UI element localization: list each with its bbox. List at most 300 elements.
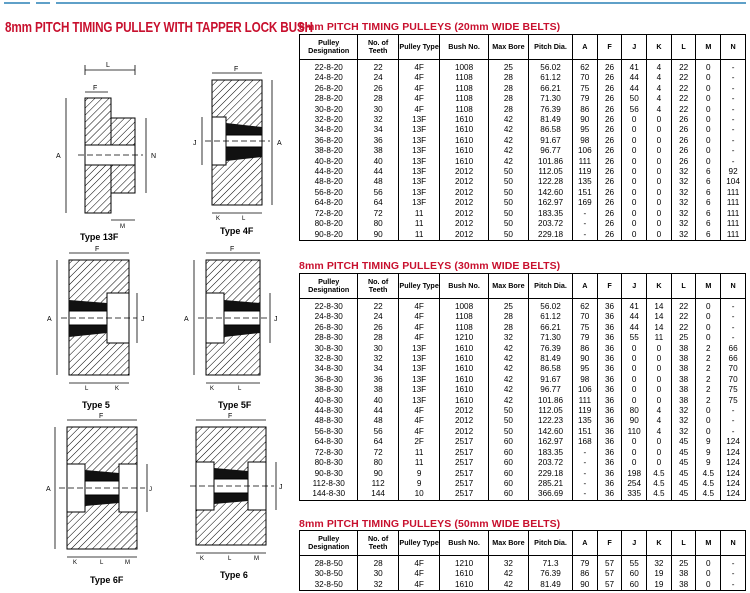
cell-type: 9 (398, 479, 440, 489)
table-row (300, 354, 746, 364)
column-header-teeth: No. of Teeth (358, 274, 398, 299)
cell-f: 36 (597, 489, 622, 500)
cell-l: 38 (671, 385, 696, 395)
label-l: L (85, 386, 89, 392)
cell-teeth: 30 (358, 569, 398, 579)
column-header-k: K (647, 531, 672, 556)
cell-designation: 38-8-20 (300, 146, 358, 156)
cell-j: 60 (622, 580, 647, 591)
cell-bush: 2517 (440, 469, 488, 479)
cell-teeth: 26 (358, 323, 398, 333)
cell-a: 86 (572, 344, 597, 354)
cell-teeth: 80 (358, 219, 398, 229)
cell-max-bore: 50 (488, 198, 528, 208)
label-l: L (106, 62, 110, 69)
table-row (300, 188, 746, 198)
label-a: A (46, 486, 51, 493)
cell-m: 2 (696, 385, 721, 395)
label-l: L (228, 556, 232, 562)
cell-max-bore: 32 (488, 556, 528, 570)
cell-bush: 2012 (440, 230, 488, 241)
cell-pitch-dia: 285.21 (529, 479, 573, 489)
cell-f: 57 (597, 580, 622, 591)
cell-bush: 1610 (440, 146, 488, 156)
cell-max-bore: 42 (488, 385, 528, 395)
cell-n: - (721, 84, 746, 94)
cell-designation: 26-8-30 (300, 323, 358, 333)
cell-l: 22 (671, 60, 696, 74)
cell-designation: 80-8-30 (300, 458, 358, 468)
cell-j: 0 (622, 219, 647, 229)
cell-bush: 1008 (440, 299, 488, 313)
cell-m: 4.5 (696, 479, 721, 489)
cell-m: 0 (696, 146, 721, 156)
cell-type: 4F (398, 580, 440, 591)
label-k: K (73, 560, 78, 566)
cell-max-bore: 28 (488, 105, 528, 115)
page-title: 8mm PITCH TIMING PULLEY WITH TAPPER LOCK BUSH (5, 19, 313, 36)
cell-type: 4F (398, 84, 440, 94)
cell-j: 0 (622, 188, 647, 198)
cell-a: 106 (572, 385, 597, 395)
cell-a: 70 (572, 73, 597, 83)
cell-l: 32 (671, 209, 696, 219)
cell-designation: 80-8-20 (300, 219, 358, 229)
cell-f: 36 (597, 458, 622, 468)
cell-k: 0 (647, 209, 672, 219)
header-row (300, 274, 746, 299)
cell-max-bore: 28 (488, 94, 528, 104)
label-j: J (141, 316, 145, 323)
cell-m: 6 (696, 219, 721, 229)
cell-a: 135 (572, 416, 597, 426)
table-row (300, 167, 746, 177)
cell-k: 14 (647, 323, 672, 333)
cell-pitch-dia: 56.02 (529, 299, 573, 313)
cell-j: 0 (622, 385, 647, 395)
cell-type: 4F (398, 94, 440, 104)
cell-f: 36 (597, 354, 622, 364)
label-f: F (230, 246, 235, 253)
cell-pitch-dia: 203.72 (529, 458, 573, 468)
column-header-bush: Bush No. (440, 531, 488, 556)
cell-bush: 2012 (440, 406, 488, 416)
diagram-type-13f (48, 60, 168, 235)
caption-type-6f: Type 6F (90, 575, 124, 585)
cell-type: 13F (398, 198, 440, 208)
column-header-l: L (671, 531, 696, 556)
column-header-n: N (721, 35, 746, 60)
cell-pitch-dia: 76.39 (529, 344, 573, 354)
cell-m: 6 (696, 198, 721, 208)
column-header-pitch-dia: Pitch Dia. (529, 35, 573, 60)
cell-l: 45 (671, 489, 696, 500)
cell-type: 13F (398, 125, 440, 135)
cell-pitch-dia: 142.60 (529, 427, 573, 437)
table-row (300, 157, 746, 167)
cell-type: 13F (398, 354, 440, 364)
cell-l: 26 (671, 136, 696, 146)
label-m: M (120, 224, 125, 230)
cell-teeth: 64 (358, 437, 398, 447)
cell-teeth: 44 (358, 167, 398, 177)
cell-designation: 40-8-30 (300, 396, 358, 406)
table-row (300, 333, 746, 343)
cell-a: 62 (572, 60, 597, 74)
cell-k: 0 (647, 198, 672, 208)
cell-a: 95 (572, 125, 597, 135)
table-row (300, 84, 746, 94)
cell-designation: 32-8-30 (300, 354, 358, 364)
cell-a: 79 (572, 94, 597, 104)
cell-l: 32 (671, 219, 696, 229)
table-row (300, 385, 746, 395)
cell-f: 36 (597, 416, 622, 426)
cell-k: 0 (647, 115, 672, 125)
cell-bush: 1108 (440, 73, 488, 83)
cell-max-bore: 42 (488, 354, 528, 364)
cell-l: 22 (671, 299, 696, 313)
cell-m: 0 (696, 406, 721, 416)
cell-teeth: 32 (358, 115, 398, 125)
column-header-type: Pulley Type (398, 35, 440, 60)
cell-teeth: 34 (358, 364, 398, 374)
cell-m: 9 (696, 437, 721, 447)
column-header-m: M (696, 274, 721, 299)
cell-l: 38 (671, 354, 696, 364)
label-f: F (95, 246, 100, 253)
table-row (300, 60, 746, 74)
cell-type: 11 (398, 230, 440, 241)
cell-k: 4 (647, 416, 672, 426)
table-row (300, 146, 746, 156)
cell-f: 26 (597, 125, 622, 135)
cell-type: 13F (398, 167, 440, 177)
cell-type: 4F (398, 416, 440, 426)
column-header-n: N (721, 274, 746, 299)
cell-a: - (572, 458, 597, 468)
cell-teeth: 28 (358, 94, 398, 104)
cell-l: 32 (671, 177, 696, 187)
cell-type: 4F (398, 556, 440, 570)
cell-type: 4F (398, 427, 440, 437)
cell-k: 4.5 (647, 489, 672, 500)
cell-n: 70 (721, 364, 746, 374)
cell-l: 26 (671, 125, 696, 135)
cell-k: 0 (647, 437, 672, 447)
cell-l: 45 (671, 437, 696, 447)
cell-l: 22 (671, 73, 696, 83)
cell-n: - (721, 105, 746, 115)
cell-k: 0 (647, 177, 672, 187)
cell-n: 124 (721, 458, 746, 468)
cell-bush: 1610 (440, 344, 488, 354)
cell-teeth: 34 (358, 125, 398, 135)
cell-pitch-dia: 229.18 (529, 230, 573, 241)
cell-j: 0 (622, 437, 647, 447)
cell-type: 13F (398, 375, 440, 385)
cell-teeth: 90 (358, 230, 398, 241)
cell-f: 26 (597, 188, 622, 198)
column-header-bush: Bush No. (440, 35, 488, 60)
cell-j: 44 (622, 323, 647, 333)
cell-l: 32 (671, 167, 696, 177)
cell-n: - (721, 416, 746, 426)
cell-pitch-dia: 122.28 (529, 177, 573, 187)
spec-table-50mm (299, 530, 746, 591)
cell-teeth: 24 (358, 312, 398, 322)
cell-pitch-dia: 101.86 (529, 396, 573, 406)
cell-f: 36 (597, 333, 622, 343)
column-header-a: A (572, 531, 597, 556)
cell-bush: 1610 (440, 125, 488, 135)
label-l: L (242, 216, 246, 222)
cell-a: 95 (572, 364, 597, 374)
cell-l: 26 (671, 157, 696, 167)
cell-m: 0 (696, 60, 721, 74)
cell-n: - (721, 427, 746, 437)
label-a: A (184, 316, 189, 323)
table-row (300, 489, 746, 500)
cell-max-bore: 60 (488, 489, 528, 500)
cell-m: 4.5 (696, 489, 721, 500)
column-header-a: A (572, 274, 597, 299)
cell-m: 0 (696, 416, 721, 426)
cell-n: 104 (721, 177, 746, 187)
cell-l: 38 (671, 580, 696, 591)
cell-f: 36 (597, 469, 622, 479)
cell-j: 44 (622, 73, 647, 83)
cell-k: 0 (647, 230, 672, 241)
cell-n: - (721, 136, 746, 146)
cell-f: 36 (597, 406, 622, 416)
cell-m: 0 (696, 299, 721, 313)
cell-j: 0 (622, 396, 647, 406)
cell-k: 0 (647, 219, 672, 229)
column-header-max-bore: Max Bore (488, 531, 528, 556)
cell-teeth: 32 (358, 354, 398, 364)
cell-f: 36 (597, 364, 622, 374)
cell-f: 36 (597, 437, 622, 447)
cell-m: 6 (696, 167, 721, 177)
table-row (300, 105, 746, 115)
cell-a: 98 (572, 375, 597, 385)
spec-table-30mm (299, 273, 746, 501)
cell-pitch-dia: 112.05 (529, 167, 573, 177)
cell-type: 13F (398, 385, 440, 395)
cell-designation: 34-8-30 (300, 364, 358, 374)
cell-a: - (572, 479, 597, 489)
cell-j: 0 (622, 157, 647, 167)
table-row (300, 458, 746, 468)
cell-l: 22 (671, 94, 696, 104)
table-row (300, 198, 746, 208)
label-k: K (210, 386, 215, 392)
table-row (300, 136, 746, 146)
cell-a: 119 (572, 406, 597, 416)
cell-bush: 1610 (440, 115, 488, 125)
cell-n: 124 (721, 479, 746, 489)
cell-j: 0 (622, 115, 647, 125)
cell-max-bore: 50 (488, 219, 528, 229)
cell-type: 13F (398, 136, 440, 146)
cell-f: 36 (597, 479, 622, 489)
cell-bush: 1610 (440, 354, 488, 364)
table-row (300, 344, 746, 354)
cell-l: 26 (671, 146, 696, 156)
cell-max-bore: 50 (488, 406, 528, 416)
table-row (300, 416, 746, 426)
cell-designation: 22-8-20 (300, 60, 358, 74)
cell-m: 4.5 (696, 469, 721, 479)
cell-type: 4F (398, 60, 440, 74)
cell-f: 36 (597, 427, 622, 437)
cell-l: 38 (671, 569, 696, 579)
spec-table-20mm (299, 34, 746, 241)
header-row (300, 531, 746, 556)
label-f: F (99, 413, 104, 420)
cell-m: 2 (696, 396, 721, 406)
cell-k: 4 (647, 60, 672, 74)
cell-n: - (721, 323, 746, 333)
cell-m: 2 (696, 354, 721, 364)
cell-n: - (721, 569, 746, 579)
cell-l: 25 (671, 556, 696, 570)
cell-m: 0 (696, 84, 721, 94)
column-header-l: L (671, 274, 696, 299)
column-header-type: Pulley Type (398, 531, 440, 556)
table-row (300, 448, 746, 458)
cell-n: - (721, 312, 746, 322)
cell-designation: 48-8-20 (300, 177, 358, 187)
label-n: N (151, 153, 157, 160)
cell-k: 19 (647, 580, 672, 591)
cell-type: 13F (398, 177, 440, 187)
cell-a: 111 (572, 157, 597, 167)
label-j: J (193, 140, 197, 147)
table-row (300, 94, 746, 104)
cell-designation: 26-8-20 (300, 84, 358, 94)
cell-pitch-dia: 101.86 (529, 157, 573, 167)
cell-pitch-dia: 91.67 (529, 136, 573, 146)
cell-j: 0 (622, 344, 647, 354)
cell-l: 45 (671, 479, 696, 489)
section-title-50mm: 8mm PITCH TIMING PULLEYS (50mm WIDE BELTS) (299, 518, 561, 530)
cell-a: 75 (572, 323, 597, 333)
cell-designation: 64-8-30 (300, 437, 358, 447)
cell-f: 26 (597, 136, 622, 146)
cell-type: 10 (398, 489, 440, 500)
cell-a: 90 (572, 580, 597, 591)
cell-bush: 2012 (440, 416, 488, 426)
column-header-j: J (622, 531, 647, 556)
cell-n: 75 (721, 396, 746, 406)
cell-designation: 90-8-20 (300, 230, 358, 241)
cell-designation: 22-8-30 (300, 299, 358, 313)
column-header-a: A (572, 35, 597, 60)
cell-type: 11 (398, 209, 440, 219)
cell-j: 0 (622, 167, 647, 177)
cell-a: 98 (572, 136, 597, 146)
column-header-pitch-dia: Pitch Dia. (529, 274, 573, 299)
cell-n: 124 (721, 489, 746, 500)
cell-n: - (721, 125, 746, 135)
cell-type: 4F (398, 333, 440, 343)
cell-designation: 144-8-30 (300, 489, 358, 500)
cell-n: - (721, 157, 746, 167)
table-row (300, 219, 746, 229)
cell-j: 0 (622, 125, 647, 135)
cell-f: 36 (597, 344, 622, 354)
cell-l: 45 (671, 458, 696, 468)
cell-max-bore: 25 (488, 60, 528, 74)
column-header-f: F (597, 35, 622, 60)
cell-teeth: 144 (358, 489, 398, 500)
cell-m: 0 (696, 427, 721, 437)
cell-j: 80 (622, 406, 647, 416)
cell-a: - (572, 230, 597, 241)
cell-k: 0 (647, 448, 672, 458)
cell-pitch-dia: 66.21 (529, 323, 573, 333)
cell-j: 90 (622, 416, 647, 426)
cell-a: 86 (572, 105, 597, 115)
cell-k: 0 (647, 125, 672, 135)
header-rule-1 (4, 2, 30, 4)
cell-m: 9 (696, 458, 721, 468)
cell-k: 4 (647, 73, 672, 83)
cell-f: 26 (597, 73, 622, 83)
cell-f: 26 (597, 84, 622, 94)
cell-type: 9 (398, 469, 440, 479)
cell-bush: 2012 (440, 427, 488, 437)
caption-type-6: Type 6 (220, 570, 248, 580)
cell-max-bore: 60 (488, 479, 528, 489)
cell-type: 4F (398, 406, 440, 416)
cell-teeth: 72 (358, 209, 398, 219)
cell-k: 0 (647, 458, 672, 468)
cell-max-bore: 42 (488, 125, 528, 135)
cell-max-bore: 50 (488, 427, 528, 437)
table-row (300, 556, 746, 570)
cell-f: 26 (597, 209, 622, 219)
column-header-k: K (647, 274, 672, 299)
column-header-max-bore: Max Bore (488, 274, 528, 299)
section-title-20mm: 8mm PITCH TIMING PULLEYS (20mm WIDE BELTS) (299, 21, 561, 33)
table-row (300, 479, 746, 489)
cell-pitch-dia: 81.49 (529, 354, 573, 364)
cell-designation: 30-8-20 (300, 105, 358, 115)
cell-j: 335 (622, 489, 647, 500)
cell-j: 50 (622, 94, 647, 104)
caption-type-4f: Type 4F (220, 226, 254, 236)
cell-designation: 56-8-30 (300, 427, 358, 437)
cell-j: 44 (622, 312, 647, 322)
table-row (300, 73, 746, 83)
cell-max-bore: 60 (488, 437, 528, 447)
cell-bush: 1108 (440, 105, 488, 115)
cell-f: 26 (597, 60, 622, 74)
cell-k: 0 (647, 146, 672, 156)
column-header-m: M (696, 531, 721, 556)
cell-j: 110 (622, 427, 647, 437)
cell-n: - (721, 556, 746, 570)
column-header-teeth: No. of Teeth (358, 35, 398, 60)
table-row (300, 469, 746, 479)
column-header-j: J (622, 274, 647, 299)
table-row (300, 569, 746, 579)
column-header-teeth: No. of Teeth (358, 531, 398, 556)
cell-n: 124 (721, 448, 746, 458)
